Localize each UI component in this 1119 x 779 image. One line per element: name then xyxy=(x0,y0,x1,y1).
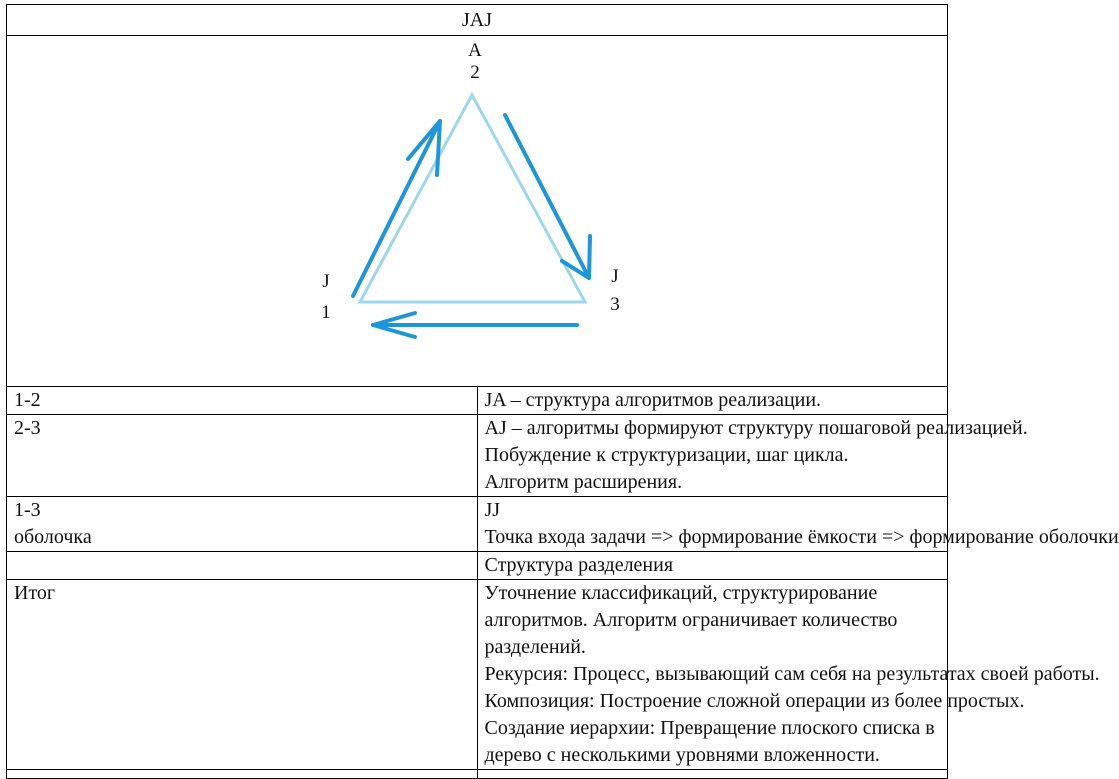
row-text-line: AJ – алгоритмы формируют структуру пошаговой реализацией. xyxy=(484,417,1028,439)
row-content-cell xyxy=(477,387,948,415)
vertex-1-letter: J xyxy=(322,271,330,292)
table-row-structure xyxy=(7,552,948,580)
row-text-line: Побуждение к структуризации, шаг цикла. xyxy=(484,444,849,466)
table-row-2-3 xyxy=(7,415,948,497)
table-title: JAJ xyxy=(7,5,948,36)
arrow-1-to-2 xyxy=(353,121,440,296)
vertex-2-number: 2 xyxy=(470,62,480,83)
row-text-line: Создание иерархии: Превращение плоского списка в дерево с несколькими уровнями вложенности. xyxy=(484,717,935,766)
row-label-cell xyxy=(7,552,478,580)
arrow-1-to-2-head xyxy=(408,121,440,175)
row-label: 1-3 xyxy=(14,499,41,521)
jaj-table xyxy=(6,4,1119,779)
row-label: Итог xyxy=(14,582,56,604)
row-label-cell xyxy=(7,580,478,770)
row-text-line: JJ xyxy=(484,499,501,521)
table-row-1-2 xyxy=(7,387,948,415)
table-row-summary xyxy=(7,580,948,770)
row-label-cell xyxy=(7,770,478,779)
row-label-cell xyxy=(7,387,478,415)
row-content-cell xyxy=(477,415,1028,497)
row-text-line: Точка входа задачи => формирование ёмкости => формирование оболочки xyxy=(484,526,1119,548)
diagram-cell xyxy=(7,36,948,387)
triangle-outline xyxy=(360,95,585,302)
row-label-cell xyxy=(7,497,478,552)
row-content-cell xyxy=(477,580,1100,770)
row-text-line: Алгоритм расширения. xyxy=(484,471,683,493)
vertex-2-letter: A xyxy=(468,40,482,61)
row-label: 1-2 xyxy=(14,389,41,411)
row-text-line: Уточнение классификаций, структурирование алгоритмов. Алгоритм ограничивает количество разделений. xyxy=(484,582,898,658)
row-text-line: Структура разделения xyxy=(484,554,674,576)
arrow-2-to-3 xyxy=(505,115,589,278)
row-label: 2-3 xyxy=(14,417,41,439)
row-content-cell xyxy=(477,497,1119,552)
row-content-cell xyxy=(477,552,948,580)
title-row xyxy=(7,5,948,36)
row-label-cell xyxy=(7,415,478,497)
vertex-3-number: 3 xyxy=(610,294,620,315)
vertex-1-number: 1 xyxy=(321,302,331,323)
row-text-line: Рекурсия: Процесс, вызывающий сам себя на результатах своей работы. xyxy=(484,663,1100,685)
triangle-diagram xyxy=(7,36,947,386)
row-text-line: JA – структура алгоритмов реализации. xyxy=(484,389,822,411)
vertex-3-letter: J xyxy=(611,266,619,287)
row-label-sub: оболочка xyxy=(14,526,92,548)
table-row-empty xyxy=(7,770,948,779)
diagram-row xyxy=(7,36,948,387)
row-content-cell xyxy=(477,770,948,779)
row-text-line: Композиция: Построение сложной операции из более простых. xyxy=(484,690,1025,712)
table-row-1-3 xyxy=(7,497,948,552)
